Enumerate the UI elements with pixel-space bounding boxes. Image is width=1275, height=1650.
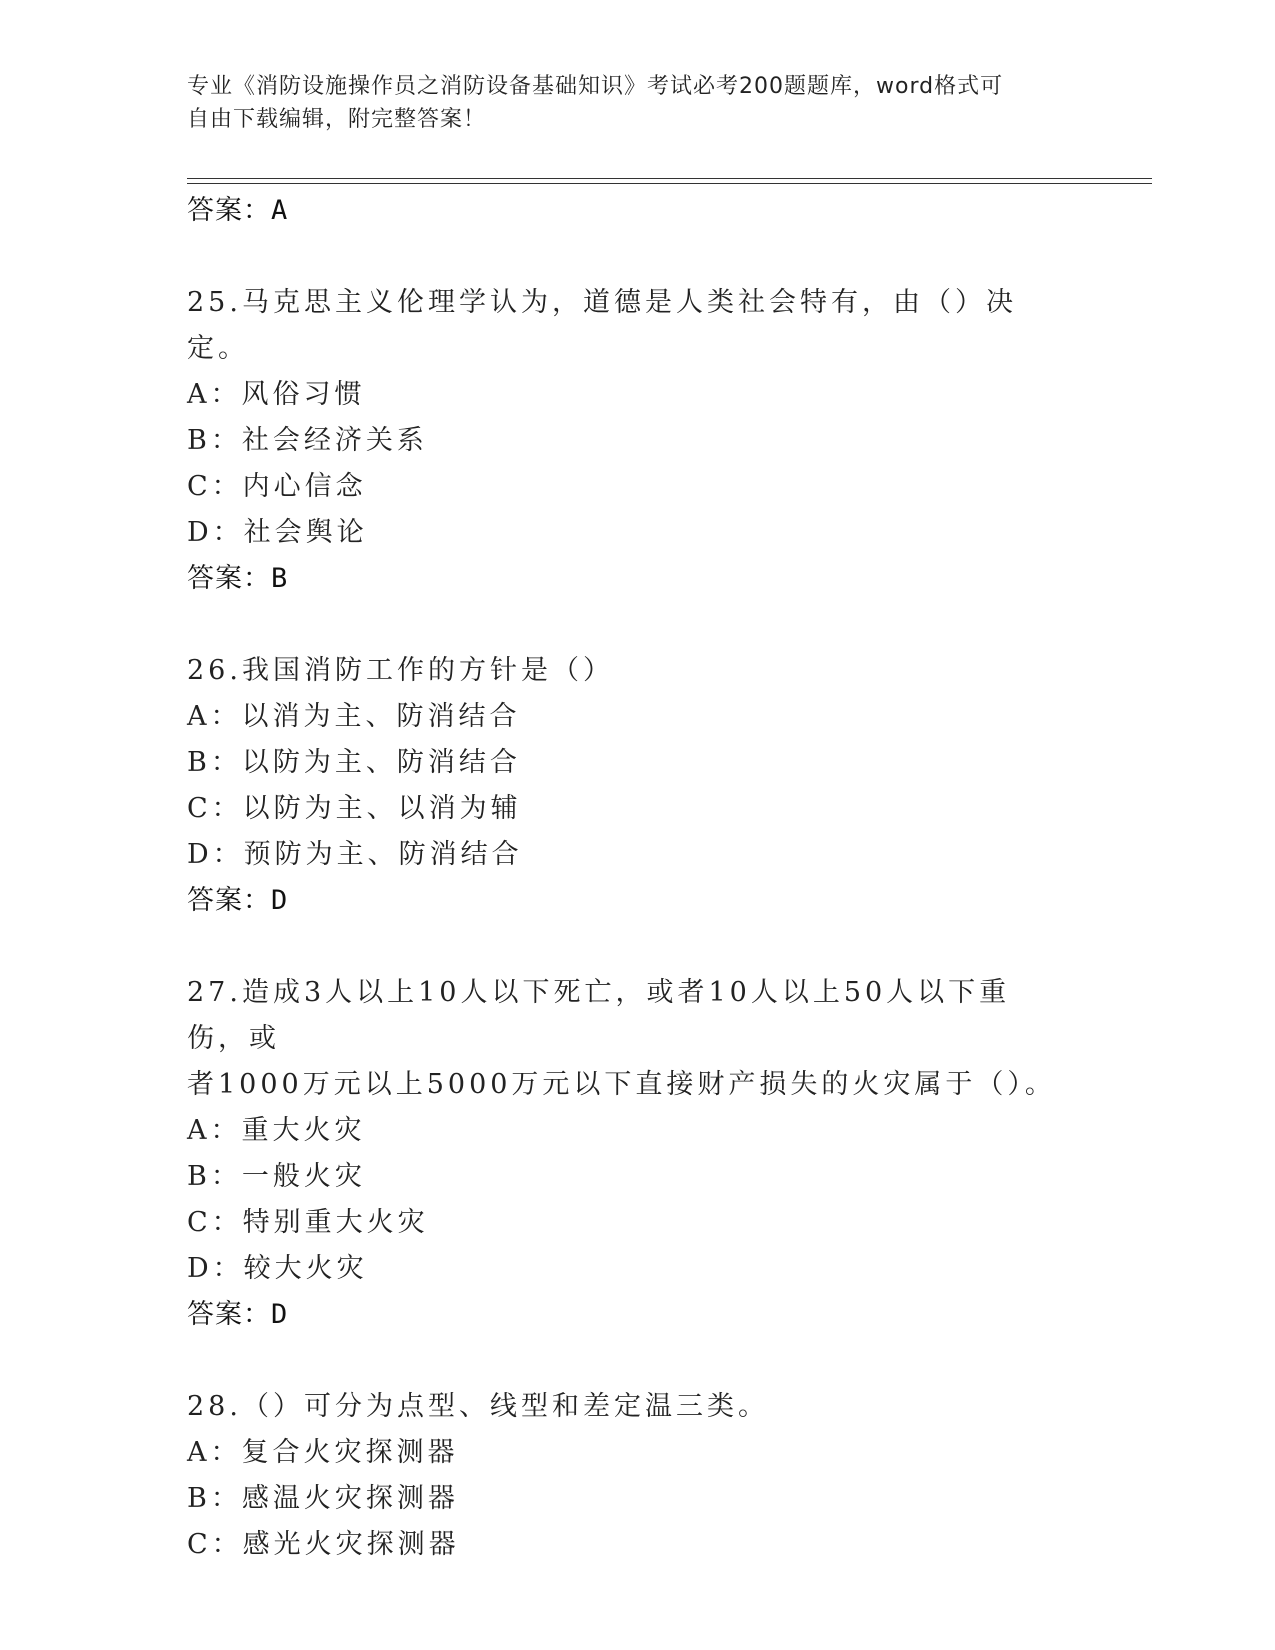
option-d: D：较大火灾	[187, 1253, 368, 1284]
spacer	[187, 924, 1152, 970]
option-a: A：复合火灾探测器	[187, 1437, 459, 1468]
document-header	[187, 70, 1087, 136]
option-a: A：重大火灾	[187, 1115, 366, 1146]
answer-label: 答案：	[187, 1299, 271, 1330]
question-25	[187, 280, 1152, 602]
spacer	[187, 1338, 1152, 1384]
question-text: 25.马克思主义伦理学认为，道德是人类社会特有，由（）决定。	[187, 287, 1017, 364]
answer-line	[187, 1292, 1152, 1338]
option-c: C：内心信念	[187, 471, 367, 502]
question-text: 26.我国消防工作的方针是（）	[187, 655, 614, 686]
header-divider-bottom	[187, 183, 1152, 184]
option-b: B：一般火灾	[187, 1161, 366, 1192]
header-divider-top	[187, 178, 1152, 179]
answer-value: D	[271, 885, 289, 916]
answer-label: 答案：	[187, 195, 271, 226]
option-c: C：以防为主、以消为辅	[187, 793, 522, 824]
previous-answer	[187, 188, 1152, 234]
question-text	[187, 970, 1067, 1108]
answer-label: 答案：	[187, 885, 271, 916]
spacer	[187, 602, 1152, 648]
answer-label: 答案：	[187, 563, 271, 594]
answer-line	[187, 878, 1152, 924]
option-b: B：社会经济关系	[187, 425, 428, 456]
header-line-2: 自由下载编辑，附完整答案！	[187, 107, 487, 132]
option-a: A：风俗习惯	[187, 379, 366, 410]
option-d: D：社会舆论	[187, 517, 368, 548]
option-a: A：以消为主、防消结合	[187, 701, 521, 732]
answer-value: A	[271, 195, 289, 226]
question-26	[187, 648, 1152, 924]
question-text-line-1: 27.造成3人以上10人以下死亡，或者10人以上50人以下重伤，或	[187, 977, 1011, 1054]
spacer	[187, 234, 1152, 280]
question-28	[187, 1384, 1152, 1568]
answer-value: D	[271, 1299, 289, 1330]
question-text: 28.（）可分为点型、线型和差定温三类。	[187, 1391, 769, 1422]
question-text-line-2: 者1000万元以上5000万元以下直接财产损失的火灾属于（）。	[187, 1069, 1056, 1100]
answer-line	[187, 556, 1152, 602]
question-list	[187, 188, 1152, 1568]
option-d: D：预防为主、防消结合	[187, 839, 523, 870]
option-b: B：感温火灾探测器	[187, 1483, 459, 1514]
option-c: C：特别重大火灾	[187, 1207, 429, 1238]
question-27	[187, 970, 1152, 1338]
option-b: B：以防为主、防消结合	[187, 747, 521, 778]
option-c: C：感光火灾探测器	[187, 1529, 460, 1560]
header-line-1: 专业《消防设施操作员之消防设备基础知识》考试必考200题题库，word格式可	[187, 74, 1004, 99]
answer-value: B	[271, 563, 289, 594]
